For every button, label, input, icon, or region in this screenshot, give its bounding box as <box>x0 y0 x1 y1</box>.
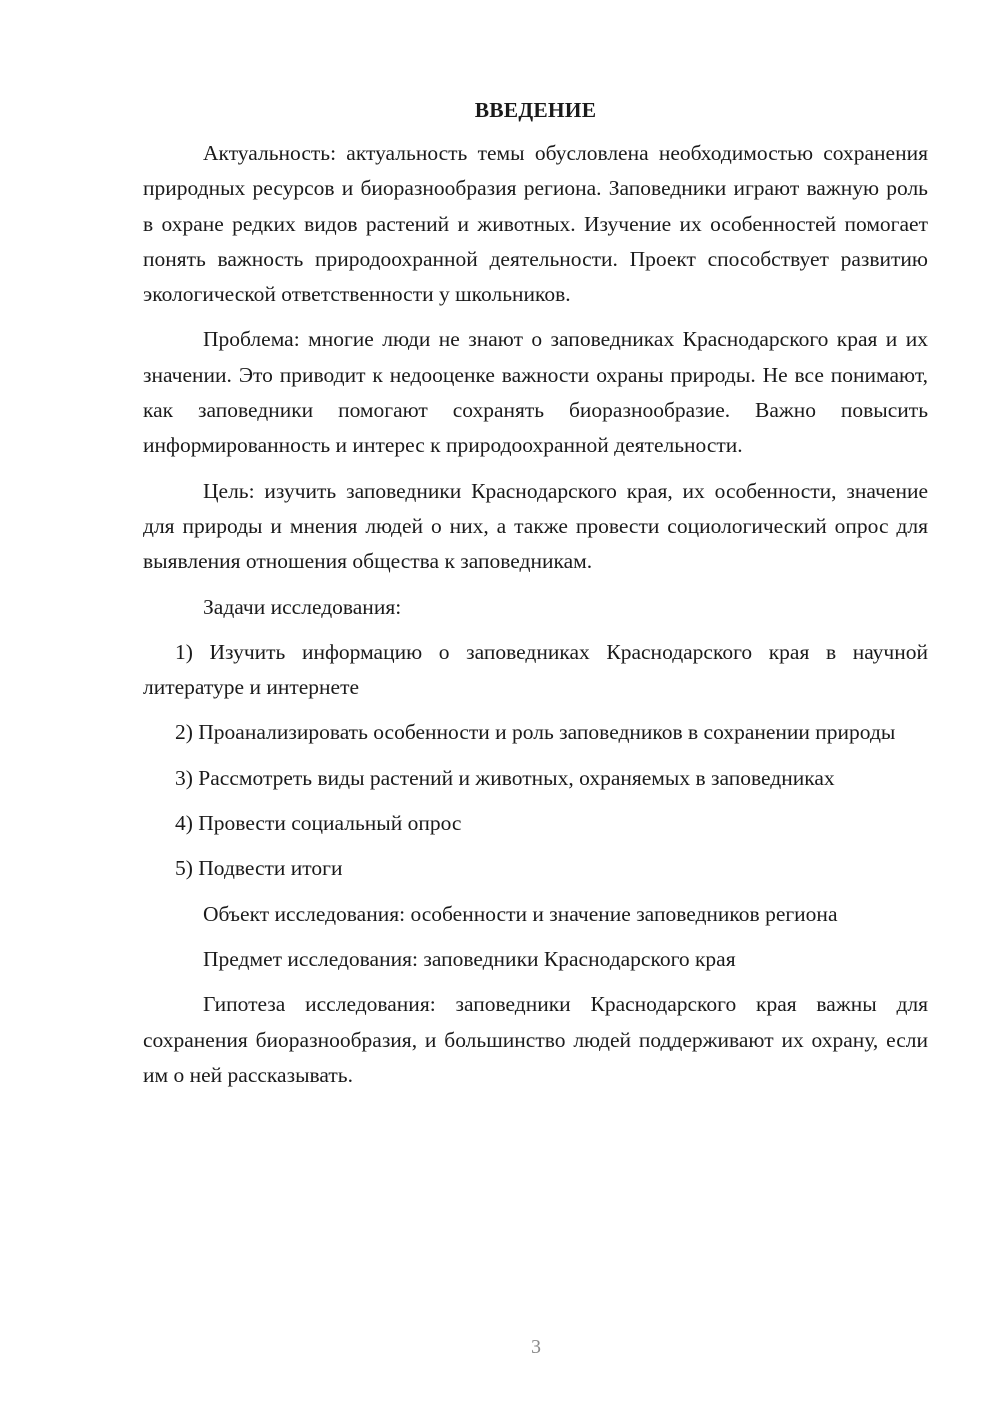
document-page <box>143 92 928 1093</box>
task-item-3: 3) Рассмотреть виды растений и животных, охраняемых в заповедниках <box>175 765 835 790</box>
hypothesis-paragraph: Гипотеза исследования: заповедники Краснодарского края важны для сохранения биоразнообразия, и большинство людей поддерживают их охрану, если им о ней рассказывать. <box>143 992 928 1087</box>
task-item-4: 4) Провести социальный опрос <box>175 811 462 836</box>
relevance-paragraph: Актуальность: актуальность темы обусловлена необходимостью сохранения природных ресурсов и биоразнообразия региона. Заповедники играют важную роль в охране редких видов растений и животных. Изучение их особенностей помогает понять важность природоохранной деятельности. Проект способствует развитию экологической ответственности у школьников. <box>143 141 928 307</box>
tasks-heading: Задачи исследования: <box>203 594 402 619</box>
page-number: 3 <box>531 1336 541 1358</box>
goal-paragraph: Цель: изучить заповедники Краснодарского края, их особенности, значение для природы и мнения людей о них, а также провести социологический опрос для выявления отношения общества к заповедникам. <box>143 478 928 574</box>
task-item-1: 1) Изучить информацию о заповедниках Краснодарского края в научной литературе и интернете <box>143 639 928 700</box>
object-paragraph: Объект исследования: особенности и значение заповедников региона <box>203 901 838 926</box>
task-item-2: 2) Проанализировать особенности и роль заповедников в сохранении природы <box>175 720 896 745</box>
problem-paragraph: Проблема: многие люди не знают о заповедниках Краснодарского края и их значении. Это приводит к недооценке важности охраны природы. Не все понимают, как заповедники помогают сохранять биоразнообразие. Важно повысить информированность и интерес к природоохранной деятельности. <box>143 327 928 458</box>
page-title: ВВЕДЕНИЕ <box>474 98 597 122</box>
task-item-5: 5) Подвести итоги <box>175 856 343 881</box>
subject-paragraph: Предмет исследования: заповедники Краснодарского края <box>203 946 736 971</box>
